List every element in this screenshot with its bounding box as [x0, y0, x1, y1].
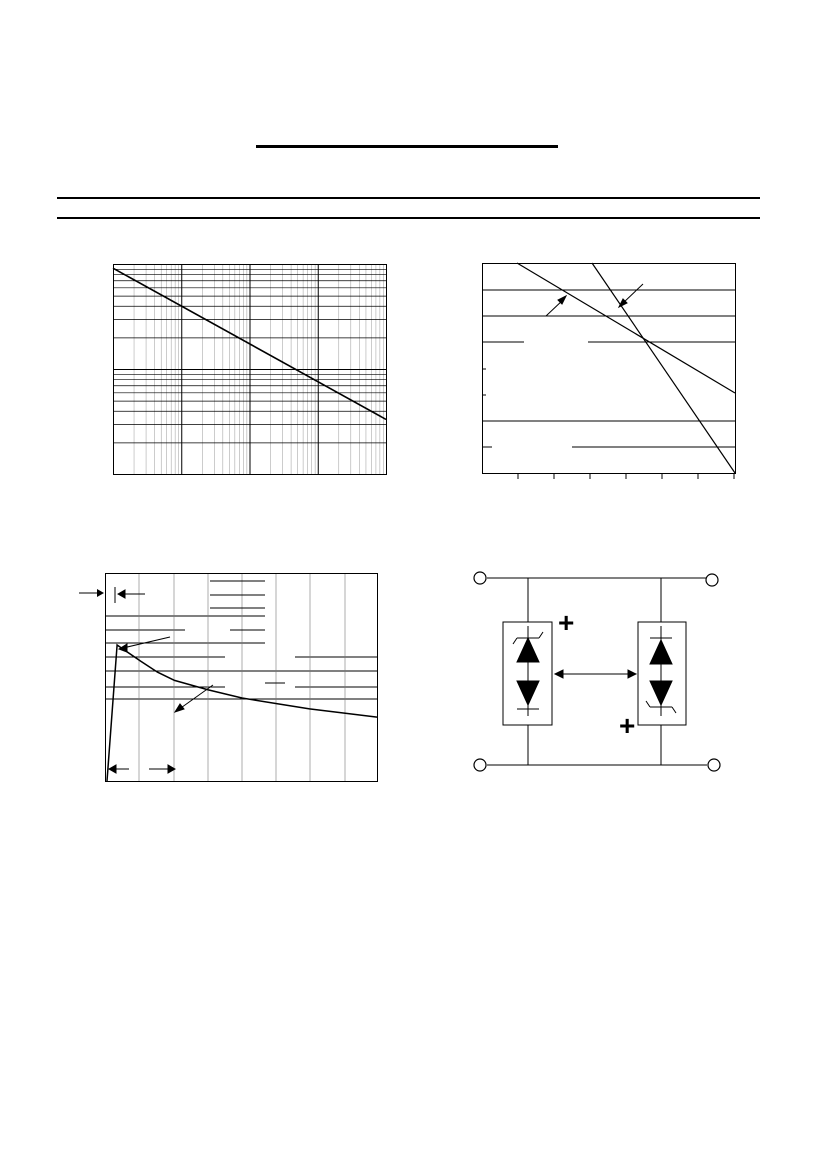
circuit-terminals	[474, 572, 720, 771]
left-diode-lower-triangle	[517, 681, 539, 705]
terminal-bottom-right	[708, 759, 720, 771]
left-diode-upper-triangle	[517, 638, 539, 662]
plus-symbol-left: +	[558, 607, 575, 638]
power-derating-chart	[113, 264, 388, 476]
circuit-wires	[487, 578, 707, 765]
header-band-top-rule	[57, 197, 760, 199]
chart3-arrowhead-peak	[119, 644, 127, 652]
chart2-line-2	[592, 263, 735, 473]
right-tvs-package	[638, 622, 686, 725]
plus-symbol-right: +	[619, 710, 636, 741]
peak-power-chart	[482, 263, 738, 478]
chart3-annotations	[109, 587, 213, 773]
chart2-frame	[483, 264, 736, 474]
chart3-width-arrowhead-left	[109, 765, 116, 773]
chart2-gridlines	[482, 290, 735, 447]
chart1-grid	[113, 264, 386, 475]
title-underline	[256, 145, 558, 148]
header-band-bottom-rule	[57, 217, 760, 219]
chart3-peak-arrowhead-left	[118, 590, 125, 598]
right-diode-upper-triangle	[650, 640, 672, 664]
left-tvs-diode	[513, 626, 543, 716]
circuit-diagram	[470, 568, 722, 778]
pulse-waveform-chart	[105, 573, 379, 783]
chart2-arrowhead-left	[558, 296, 566, 304]
chart3-gridlines	[105, 616, 377, 699]
terminal-top-right	[706, 574, 718, 586]
terminal-bottom-left	[474, 759, 486, 771]
chart2-series	[517, 263, 735, 473]
right-tvs-diode	[646, 626, 676, 716]
chart3-frame	[106, 574, 378, 782]
terminal-top-left	[474, 572, 486, 584]
chart3-light-gridlines	[139, 573, 345, 781]
chart3-external-arrow	[79, 586, 107, 600]
right-diode-lower-triangle	[650, 681, 672, 705]
chart2-line-1	[517, 263, 735, 393]
chart3-mid-segments	[210, 581, 285, 683]
chart3-arrowhead-decay	[175, 704, 184, 712]
circuit-double-arrow	[555, 670, 636, 678]
